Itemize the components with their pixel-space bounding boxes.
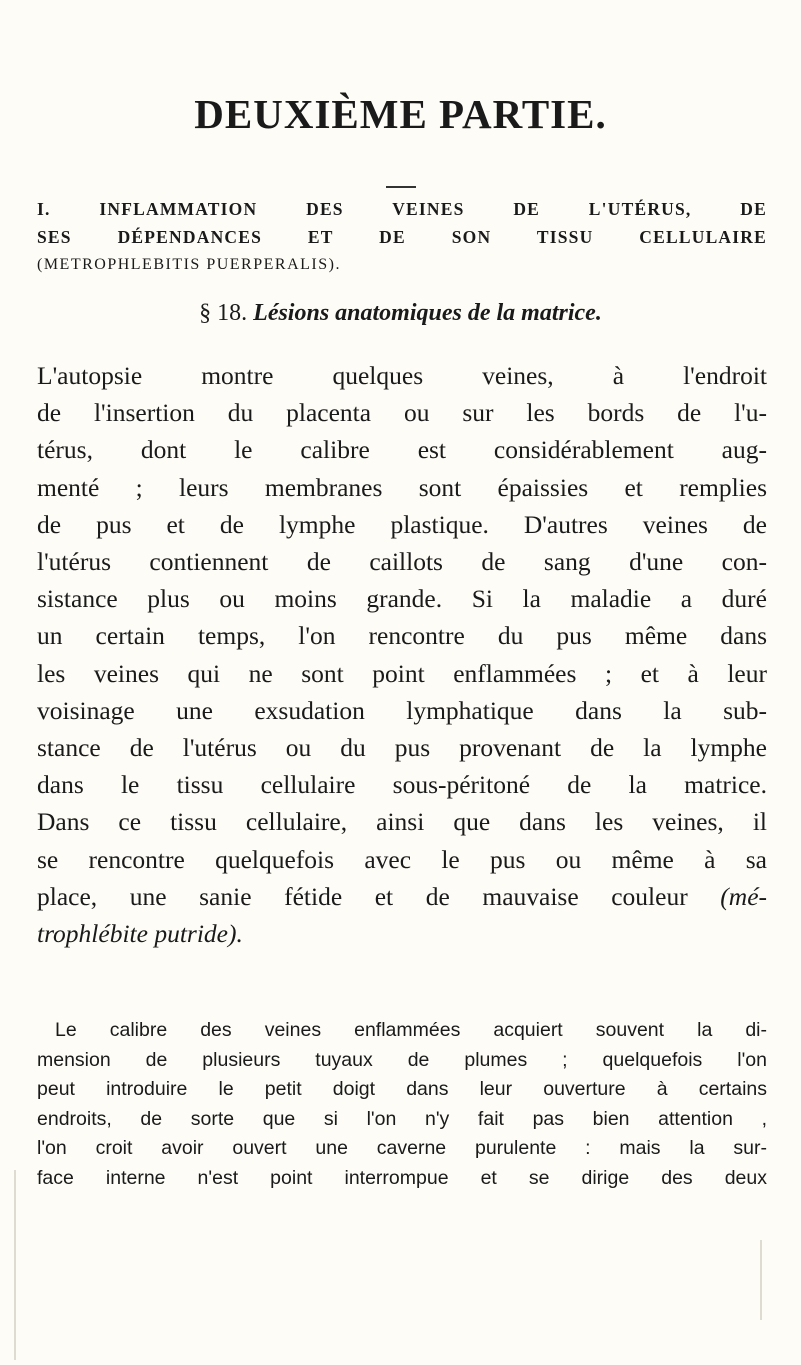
- note-line: face interne n'est point interrompue et se dirige des deux: [37, 1166, 767, 1189]
- text-line: stance de l'utérus ou du pus provenant de la lymphe: [37, 733, 767, 763]
- section-number: I.: [37, 199, 51, 219]
- paper-crease: [760, 1240, 762, 1320]
- text-line: les veines qui ne sont point enflammées ; et à leur: [37, 658, 767, 688]
- note-paragraph: [37, 1016, 767, 1193]
- note-line: Le calibre des veines enflammées acquiert souvent la di-: [55, 1019, 767, 1041]
- text-line-start: place, une sanie fétide et de mauvaise couleur: [37, 881, 688, 911]
- text-line: de l'insertion du placenta ou sur les bords de l'u-: [37, 398, 767, 428]
- section-heading: [37, 195, 767, 279]
- text-line: voisinage une exsudation lymphatique dans la sub-: [37, 695, 767, 725]
- part-title: DEUXIÈME PARTIE.: [194, 91, 607, 137]
- note-line: mension de plusieurs tuyaux de plumes ; quelquefois l'on: [37, 1048, 767, 1071]
- text-line: dans le tissu cellulaire sous-péritoné de la matrice.: [37, 770, 767, 800]
- section-latin-name: (METROPHLEBITIS PUERPERALIS).: [37, 256, 341, 273]
- text-line: Dans ce tissu cellulaire, ainsi que dans les veines, il: [37, 807, 767, 837]
- text-line: menté ; leurs membranes sont épaissies et remplies: [37, 472, 767, 502]
- text-line: se rencontre quelquefois avec le pus ou même à sa: [37, 844, 767, 874]
- paragraph-symbol: § 18.: [199, 300, 248, 326]
- text-line: de pus et de lymphe plastique. D'autres veines de: [37, 509, 767, 539]
- italic-term-start: (mé-: [720, 881, 767, 911]
- paragraph-heading: [0, 300, 801, 327]
- text-line: l'utérus contiennent de caillots de sang d'une con-: [37, 547, 767, 577]
- paragraph-title: Lésions anatomiques de la matrice.: [253, 300, 602, 326]
- text-line: sistance plus ou moins grande. Si la maladie a duré: [37, 584, 767, 614]
- text-line-with-italic: [37, 878, 767, 915]
- text-line: térus, dont le calibre est considérablement aug-: [37, 435, 767, 465]
- note-line: peut introduire le petit doigt dans leur ouverture à certains: [37, 1078, 767, 1100]
- title-divider: [386, 186, 416, 188]
- page-edge-shadow: [14, 1170, 16, 1360]
- section-heading-text-1: INFLAMMATION DES VEINES DE L'UTÉRUS, DE: [99, 199, 767, 219]
- section-heading-line-2: SES DÉPENDANCES ET DE SON TISSU CELLULAIRE: [37, 227, 767, 247]
- section-heading-line-1: [37, 195, 767, 223]
- text-line: L'autopsie montre quelques veines, à l'endroit: [37, 361, 767, 390]
- main-paragraph: [37, 357, 767, 952]
- note-line: endroits, de sorte que si l'on n'y fait pas bien attention ,: [37, 1107, 767, 1130]
- text-line: un certain temps, l'on rencontre du pus même dans: [37, 621, 767, 651]
- note-line: l'on croit avoir ouvert une caverne purulente : mais la sur-: [37, 1137, 767, 1159]
- italic-term-end: trophlébite putride).: [37, 919, 243, 949]
